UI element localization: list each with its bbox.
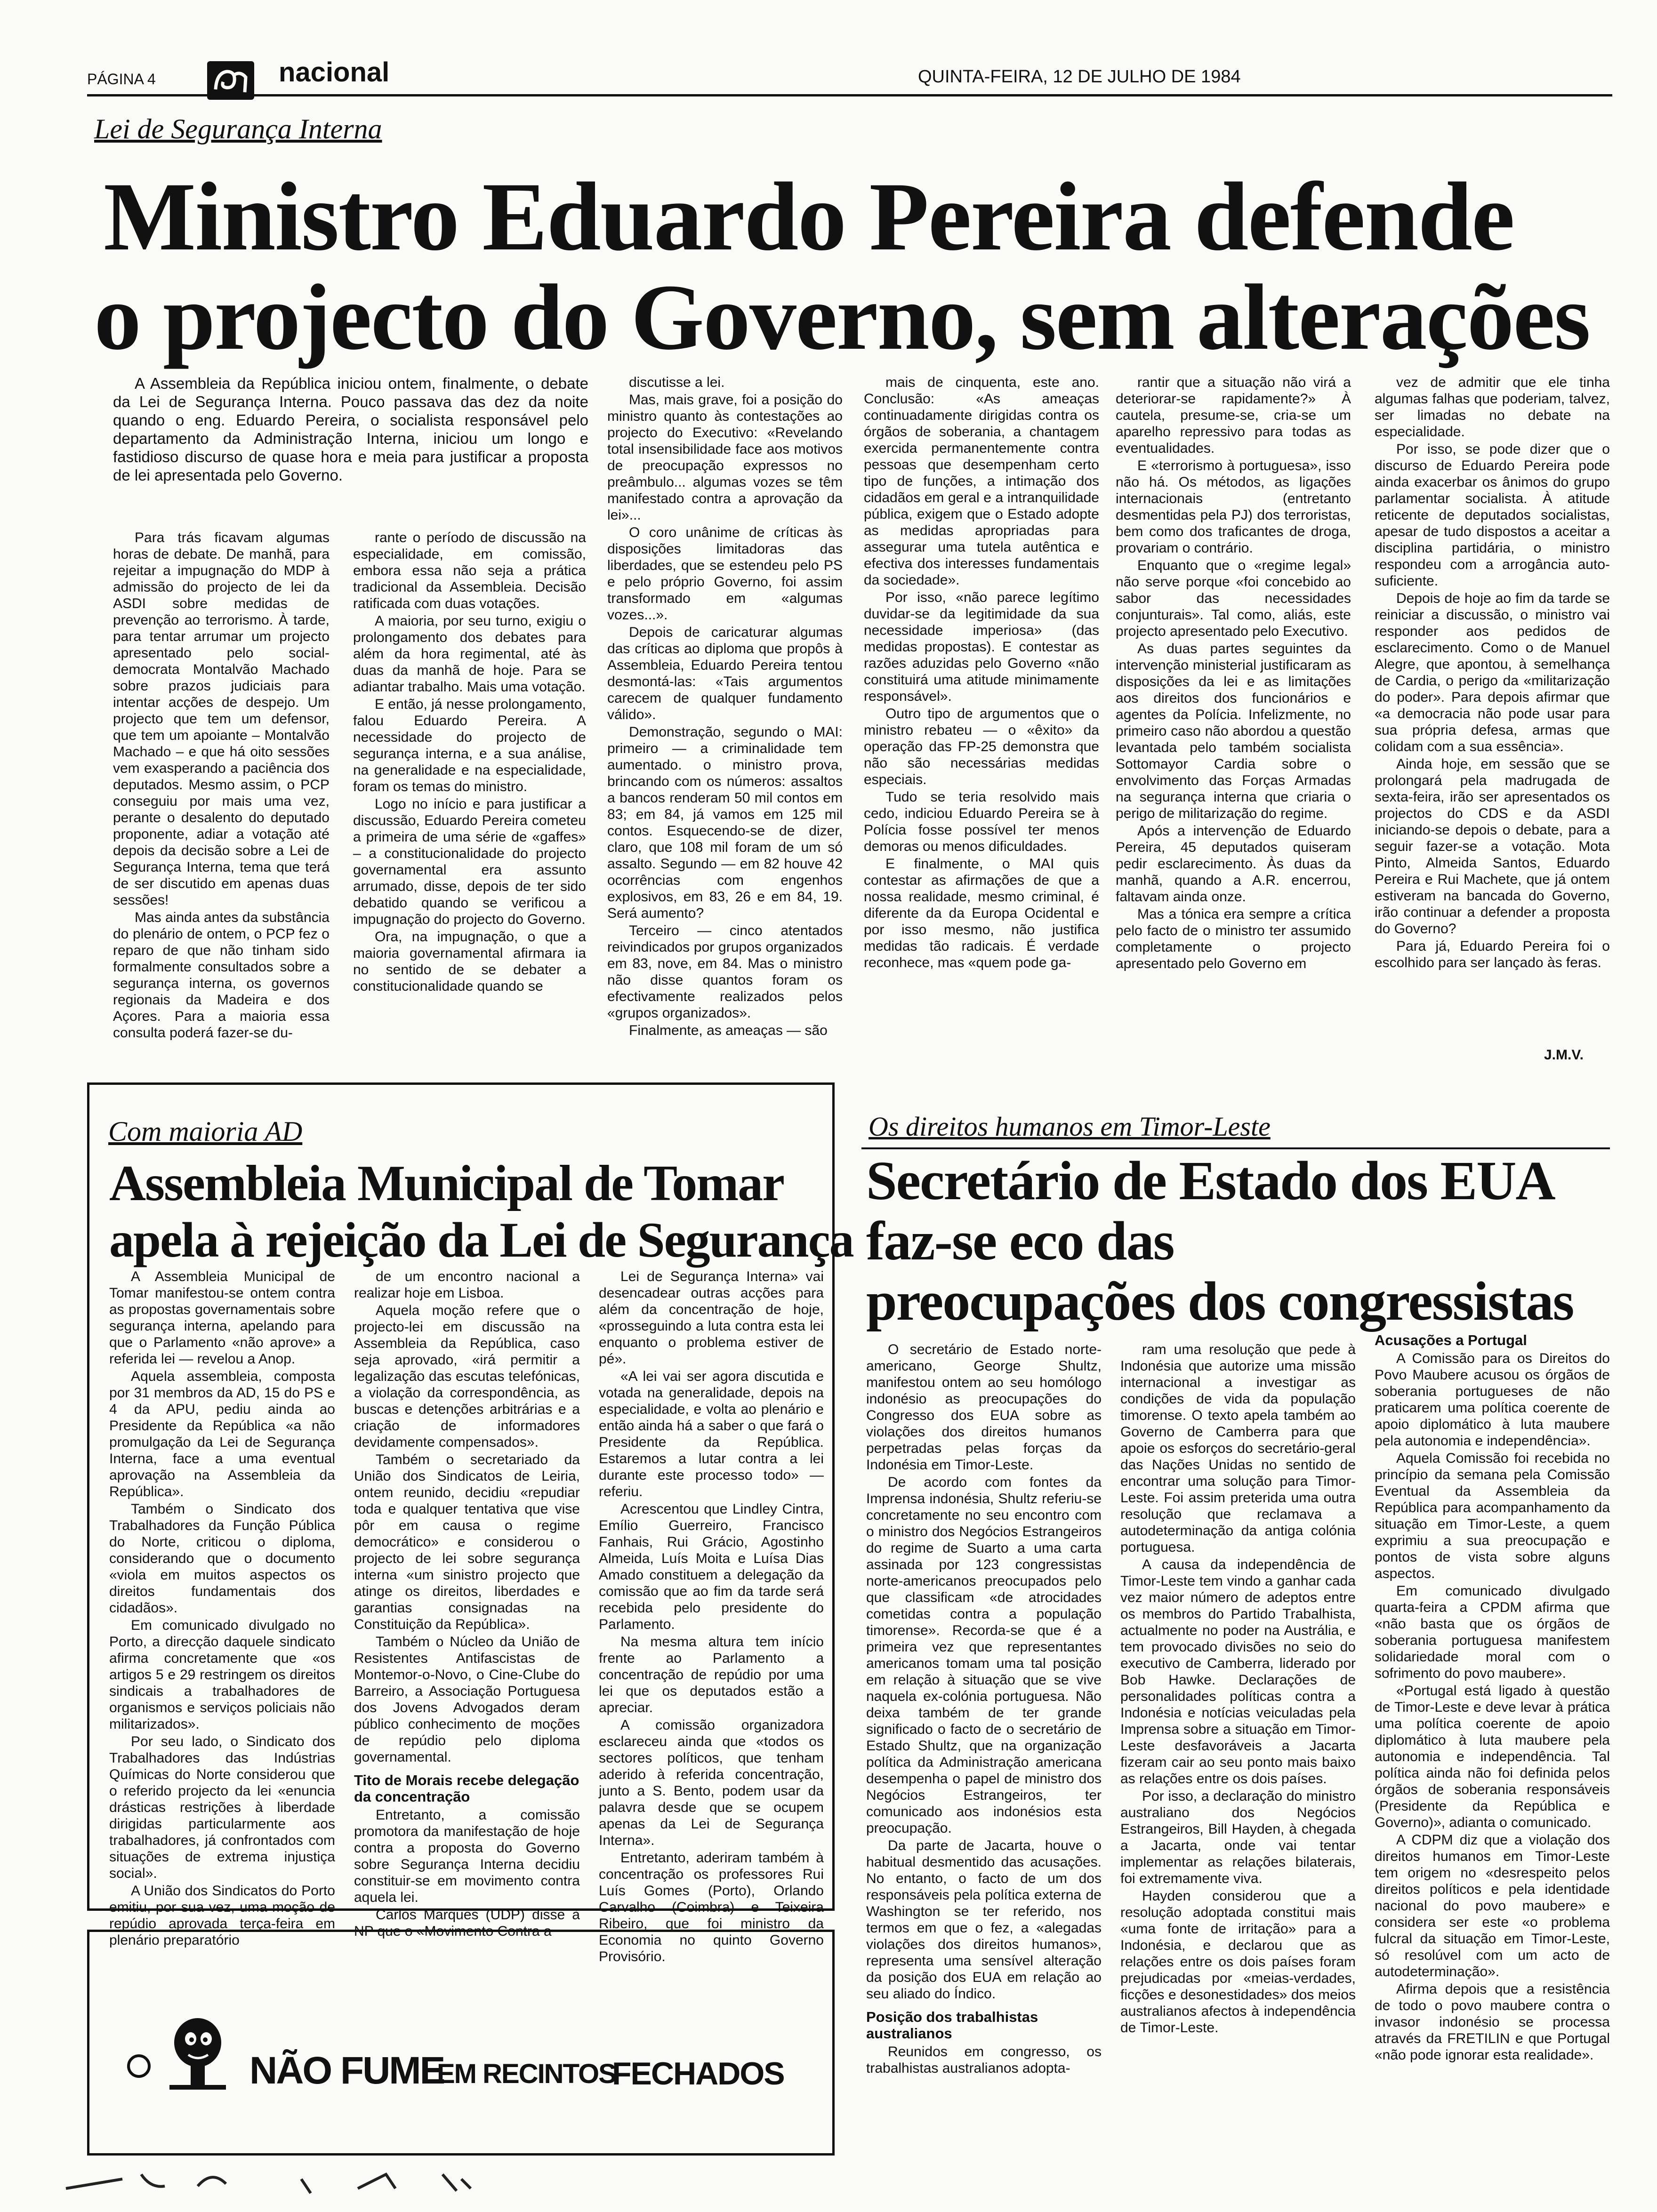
section-subhead: Posição dos trabalhistas australianos — [866, 2009, 1038, 2042]
paragraph: mais de cinquenta, este ano. Conclusão: «As ameaças continuadamente dirigidas contra os órgãos de soberania, a chantagem exercida permanentemente contra pessoas que desempenham certo tipo de funções, a intimação dos cidadãos em geral e a intranquilidade pública, exigem que o Estado adopte as medidas apropriadas para assegurar uma tutela autêntica e efectiva dos interesses fundamentais da sociedade». — [864, 375, 1099, 588]
main-kicker: Lei de Segurança Interna — [94, 113, 382, 144]
masthead-rule — [87, 94, 1612, 96]
paragraph: Aquela assembleia, composta por 31 membros da AD, 15 do PS e 4 da APU, pediu ainda ao Presidente da República «a não promulgação da Lei de Segurança Interna, face a uma eventual aprovação na Assembleia da República». — [109, 1369, 335, 1499]
paragraph: Depois de caricaturar algumas das críticas ao diploma que propôs à Assembleia, Eduardo Pereira tentou desmontá-las: «Tais argumentos carecem de qualquer fundamento válido». — [607, 625, 843, 722]
paragraph: O secretário de Estado norte-americano, George Shultz, manifestou ontem ao seu homólogo indonésio as preocupações do Congresso dos EUA sobre as violações dos direitos humanos perpetradas pelas forças da Indonésia em Timor-Leste. — [866, 1342, 1102, 1473]
paragraph: Lei de Segurança Interna» vai desencadear outras acções para além da concentração de hoje, «prosseguindo a luta contra esta lei enquanto o problema estiver de pé». — [599, 1269, 824, 1367]
timor-headline-line1: Secretário de Estado dos EUA — [866, 1150, 1555, 1211]
paragraph: Logo no início e para justificar a discussão, Eduardo Pereira cometeu a primeira de uma série de «gaffes» – a constitucionalidade do projecto governamental era assunto arrumado, disse, depois de ter sido debatido quando se verificou a impugnação do projecto do Governo. — [353, 796, 586, 927]
paragraph: Mas ainda antes da substância do plenário de ontem, o PCP fez o reparo de que não tinham sido formalmente consultados sobre a segurança interna, os governos regionais da Madeira e dos Açores. Para a maioria essa consulta poderá fazer-se du- — [113, 910, 330, 1041]
paragraph: Aquela moção refere que o projecto-lei em discussão na Assembleia da República, caso seja aprovado, «irá permitir a legalização das escutas telefónicas, a violação da correspondência, as buscas e detenções arbitrárias e a criação de informadores devidamente compensados». — [354, 1303, 580, 1450]
paragraph: E então, já nesse prolongamento, falou Eduardo Pereira. A necessidade do projecto de segurança interna, e a sua análise, na generalidade e na especialidade, foram os temas do ministro. — [353, 697, 586, 794]
no-smoking-mascot-icon — [165, 2014, 231, 2097]
timor-col3 — [1375, 1332, 1610, 2141]
tomar-col2 — [354, 1268, 580, 1939]
tomar-kicker: Com maioria AD — [108, 1116, 303, 1147]
timor-col1 — [866, 1341, 1102, 2141]
paragraph: Entretanto, a comissão promotora da manifestação de hoje contra a proposta do Governo sobre Segurança Interna decidiu constituir-se em movimento contra aquela lei. — [354, 1807, 580, 1905]
paragraph: Ora, na impugnação, o que a maioria governamental afirmara ia no sentido de se debater a constitucionalidade quando se — [353, 929, 586, 994]
ad-text-1: NÃO FUME — [249, 2049, 444, 2092]
paragraph: Finalmente, as ameaças — são — [629, 1023, 828, 1038]
tomar-col3 — [599, 1268, 824, 1964]
paragraph: Terceiro — cinco atentados reivindicados por grupos organizados em 83, nove, em 84. Mas o ministro não disse quantos foram os efectivamente realizados pelos «grupos organizados». — [607, 923, 843, 1021]
author-signature: J.M.V. — [1544, 1047, 1584, 1063]
main-lead: A Assembleia da República iniciou ontem, finalmente, o debate da Lei de Segurança Interna. Pouco passava das dez da noite quando o eng. Eduardo Pereira, o socialista responsável pelo departamento da Administração Interna, iniciou um longo e fastidioso discurso de quase hora e meia para justificar a proposta de lei apresentada pelo Governo. — [113, 375, 588, 484]
paragraph: Para trás ficavam algumas horas de debate. De manhã, para rejeitar a impugnação do MDP à admissão do projecto de lei da ASDI sobre medidas de prevenção ao terrorismo. À tarde, para tentar arrumar um projecto apresentado pelo social-democrata Montalvão Machado sobre prazos judiciais para intentar acções de despejo. Um projecto que tem um defensor, que tem um apoiante – Montalvão Machado – e que há oito sessões vem exasperando a paciência dos deputados. Mesmo assim, o PCP conseguiu por mais uma vez, perante o desalento do deputado proponente, adiar a votação até depois da decisão sobre a Lei de Segurança Interna, tema que terá de ser discutido em apenas duas sessões! — [113, 530, 330, 908]
paragraph: Por isso, se pode dizer que o discurso de Eduardo Pereira pode ainda exacerbar os ânimos do grupo parlamentar socialista. À atitude reticente de deputados socialistas, apesar de tudo dispostos a aceitar a disciplina partidária, o ministro respondeu com a arrogância auto-suficiente. — [1375, 441, 1610, 589]
paragraph: A causa da independência de Timor-Leste tem vindo a ganhar cada vez maior número de adeptos entre os membros do Partido Trabalhista, actualmente no poder na Austrália, e tem provocado divisões no seio do executivo de Camberra, liderado por Bob Hawke. Declarações de personalidades políticas contra a Indonésia e notícias veiculadas pela Imprensa sobre a situação em Timor-Leste desfavoráveis a Jacarta fizeram cair ao seu ponto mais baixo as relações entre os dois países. — [1120, 1557, 1356, 1787]
tomar-col1 — [109, 1268, 335, 1948]
paragraph: Demonstração, segundo o MAI: primeiro — a criminalidade tem aumentado. o ministro prova, brincando com os números: assaltos a bancos renderam 50 mil contos em 83; em 84, já vamos em 125 mil contos. Esquecendo-se de dizer, claro, que 108 mil foram de um só assalto. Segundo — em 82 houve 42 ocorrências com engenhos explosivos, em 83, 26 e em 84, 19. Será aumento? — [607, 724, 843, 921]
paragraph: Enquanto que o «regime legal» não serve porque «foi concebido ao sabor das necessidades conjunturais». Tal como, aliás, este projecto apresentado pelo Executivo. — [1116, 558, 1351, 639]
paragraph: A comissão organizadora esclareceu ainda que «todos os sectores políticos, que tenham aderido à referida concentração, junto a S. Bento, podem usar da palavra desde que se ocupem apenas da Lei de Segurança Interna». — [599, 1717, 824, 1848]
paragraph: E finalmente, o MAI quis contestar as afirmações de que a nossa realidade, mesmo criminal, é diferente da da Europa Ocidental e por isso mesmo, não justifica medidas tão radicais. É verdade reconhece, mas «quem pode ga- — [864, 856, 1099, 970]
paragraph: vez de admitir que ele tinha algumas falhas que poderiam, talvez, ser limadas no debate na especialidade. — [1375, 375, 1610, 440]
paragraph: Ainda hoje, em sessão que se prolongará pela madrugada de sexta-feira, irão ser apresentados os projectos do CDS e da ASDI iniciando-se depois o debate, para a seguir fazer-se a votação. Mota Pinto, Almeida Santos, Eduardo Pereira e Rui Machete, que já ontem estiveram na bancada do Governo, irão continuar a defender a proposta do Governo? — [1375, 756, 1610, 937]
main-col6 — [1375, 374, 1610, 1033]
paragraph: Na mesma altura tem início frente ao Parlamento a concentração de repúdio por uma lei que os deputados estão a apreciar. — [599, 1634, 824, 1715]
tomar-headline-line2: apela à rejeição da Lei de Segurança — [109, 1212, 853, 1267]
paragraph: ram uma resolução que pede à Indonésia que autorize uma missão internacional a investigar as condições de vida da população timorense. O texto apela também ao Governo de Camberra para que apoie os esforços do secretário-geral das Nações Unidas no sentido de encontrar uma solução para Timor-Leste. Foi assim preterida uma outra resolução que reclamava a autodeterminação da antiga colónia portuguesa. — [1120, 1342, 1356, 1555]
paragraph: Entretanto, aderiram também à concentração os professores Rui Luís Gomes (Porto), Orlando Carvalho (Coimbra) e Teixeira Ribeiro, que foi ministro da Economia no quinto Governo Provisório. — [599, 1850, 824, 1964]
paragraph: Outro tipo de argumentos que o ministro rebateu — o «êxito» da operação das FP-25 demonstra que não são necessárias medidas especiais. — [864, 706, 1099, 787]
paragraph: Em comunicado divulgado no Porto, a direcção daquele sindicato afirma concretamente que «os artigos 5 e 29 restringem os direitos sindicais a trabalhadores de organismos e serviços policiais não militarizados». — [109, 1618, 335, 1732]
tomar-headline-line1: Assembleia Municipal de Tomar — [109, 1155, 784, 1211]
page-label: PÁGINA 4 — [87, 71, 156, 88]
paragraph: Depois de hoje ao fim da tarde se reiniciar a discussão, o ministro vai responder aos pedidos de esclarecimento. Como o de Manuel Alegre, que apontou, à semelhança de Cardia, o perigo da «militarização do poder». Para depois afirmar que «a democracia não pode usar para sua própria defesa, armas que colidam com a sua essência». — [1375, 591, 1610, 754]
paragraph: Também o Sindicato dos Trabalhadores da Função Pública do Norte, criticou o diploma, considerando que o documento «viola em muitos aspectos os direitos fundamentais dos cidadãos». — [109, 1501, 335, 1616]
ad-no-smoking — [87, 1930, 835, 2156]
paragraph: Em comunicado divulgado quarta-feira a CPDM afirma que «não basta que os órgãos de soberania portuguesa manifestem solidariedade moral com o sofrimento do povo maubere». — [1375, 1583, 1610, 1681]
paragraph: Da parte de Jacarta, houve o habitual desmentido das acusações. No entanto, o facto de um dos responsáveis pela política externa de Washington se ter referido, nos termos em que o fez, a «alegadas violações dos direitos humanos», representa uma sensível alteração da posição dos EUA em relação ao seu aliado do Índico. — [866, 1838, 1102, 2002]
paragraph: Também o secretariado da União dos Sindicatos de Leiria, ontem reunido, decidiu «repudiar toda e qualquer tentativa que vise pôr em causa o regime democrático» e considerou o projecto de lei sobre segurança interna «um sinistro projecto que atinge os direitos, liberdades e garantias consignadas na Constituição da República». — [354, 1452, 580, 1632]
timor-col2 — [1120, 1341, 1356, 2141]
scan-marks — [56, 2160, 763, 2198]
paragraph: O coro unânime de críticas às disposições limitadoras das liberdades, que se estendeu pelo PS e pelo próprio Governo, foi assim transformado em «algumas vozes...». — [607, 525, 843, 623]
paragraph: Aquela Comissão foi recebida no princípio da semana pela Comissão Eventual da Assembleia da República para acompanhamento da situação em Timor-Leste, a quem exprimiu a sua preocupação e pontos de vista sobre alguns aspectos. — [1375, 1451, 1610, 1581]
ad-text-2: EM RECINTOS — [437, 2059, 616, 2089]
issue-date: QUINTA-FEIRA, 12 DE JULHO DE 1984 — [918, 67, 1241, 87]
paragraph: A CDPM diz que a violação dos direitos humanos em Timor-Leste tem origem no «desrespeito pelos direitos políticos e pela identidade nacional do povo maubere» e considera ser este «o problema fulcral da situação em Timor-Leste, só resolúvel com um acto de autodeterminação». — [1375, 1832, 1610, 1980]
paragraph: Por isso, a declaração do ministro australiano dos Negócios Estrangeiros, Bill Hayden, à chegada a Jacarta, onde vai tentar implementar as relações bilaterais, foi extremamente viva. — [1120, 1788, 1356, 1886]
paragraph: A Comissão para os Direitos do Povo Maubere acusou os órgãos de soberania portugueses de não praticarem uma política coerente de apoio diplomático à luta maubere pela autonomia e independência». — [1375, 1351, 1610, 1449]
paragraph: Mas, mais grave, foi a posição do ministro quanto às contestações ao projecto do Executivo: «Revelando total insensibilidade face aos motivos de preocupação expressos no preâmbulo... algumas vozes se têm manifestado contra a aprovação da lei»... — [607, 392, 843, 523]
section-subhead: Tito de Morais recebe delegação da concentração — [354, 1772, 579, 1805]
paragraph: «Portugal está ligado à questão de Timor-Leste e deve levar à prática uma política coerente de apoio diplomático à luta maubere pela autonomia e independência. Tal política ainda não foi definida pelos órgãos de soberania responsáveis (Presidente da República e Governo)», adianta o comunicado. — [1375, 1683, 1610, 1830]
paragraph: rantir que a situação não virá a deteriorar-se rapidamente?» À cautela, presume-se, cria-se um aparelho repressivo para todas as eventualidades. — [1116, 375, 1351, 456]
paragraph: «A lei vai ser agora discutida e votada na generalidade, depois na especialidade, e volta ao plenário e então ainda há a saber o que fará o Presidente da República. Estaremos a lutar contra a lei durante este processo todo» — referiu. — [599, 1369, 824, 1499]
paragraph: Afirma depois que a resistência de todo o povo maubere contra o invasor indonésio se processa através da FRETILIN e que Portugal «não pode ignorar esta realidade». — [1375, 1981, 1610, 2063]
main-col3 — [607, 374, 843, 1066]
section-subhead: Acusações a Portugal — [1375, 1332, 1527, 1348]
paragraph: Tudo se teria resolvido mais cedo, indiciou Eduardo Pereira se à Polícia fosse possível ter menos demoras ou menos dificuldades. — [864, 789, 1099, 854]
paragraph: Por isso, «não parece legítimo duvidar-se da legitimidade da sua necessidade imperiosa» (das medidas propostas). E contestar as razões aduzidas pelo Governo «não constituirá uma atitude minimamente responsável». — [864, 590, 1099, 704]
paragraph: Acrescentou que Lindley Cintra, Emílio Guerreiro, Francisco Fanhais, Rui Grácio, Agostinho Almeida, Luís Moita e Luísa Dias Amado constituem a delegação da comissão que ao fim da tarde será recebida pelo presidente do Parlamento. — [599, 1501, 824, 1632]
main-headline-line2: o projecto do Governo, sem alterações — [94, 265, 1590, 369]
main-col2 — [353, 529, 586, 1066]
paragraph: Reunidos em congresso, os trabalhistas australianos adopta- — [866, 2044, 1102, 2076]
masthead — [0, 0, 1657, 108]
paragraph: Para já, Eduardo Pereira foi o escolhido para ser lançado às feras. — [1375, 938, 1610, 970]
main-headline-line1: Ministro Eduardo Pereira defende — [104, 162, 1514, 271]
paragraph: As duas partes seguintes da intervenção ministerial justificaram as disposições da lei e as limitações aos direitos dos funcionários e agentes da Polícia. Infelizmente, no primeiro caso não abordou a questão levantada pelo também socialista Sottomayor Cardia sobre o envolvimento das Forças Armadas na segurança interna que criaria o perigo de militarização do regime. — [1116, 641, 1351, 821]
paragraph: de um encontro nacional a realizar hoje em Lisboa. — [354, 1269, 580, 1301]
paragraph: Por seu lado, o Sindicato dos Trabalhadores das Indústrias Químicas do Norte considerou que o referido projecto da lei «enuncia drásticas restrições à liberdade dirigidas particularmente aos trabalhadores, já confrontados com situações de extrema injustiça social». — [109, 1734, 335, 1881]
paragraph: Também o Núcleo da União de Resistentes Antifascistas de Montemor-o-Novo, o Cine-Clube do Barreiro, a Associação Portuguesa dos Jovens Advogados deram público conhecimento de moções de repúdio pelo diploma governamental. — [354, 1634, 580, 1765]
paragraph: A União dos Sindicatos do Porto emitiu, por sua vez, uma moção de repúdio aprovada terça-feira em plenário preparatório — [109, 1883, 335, 1948]
main-col1 — [113, 529, 330, 1066]
stamp-icon — [127, 2054, 151, 2078]
paragraph: Mas a tónica era sempre a crítica pelo facto de o ministro ter assumido completamente o projecto apresentado pelo Governo em — [1116, 906, 1351, 971]
paragraph: discutisse a lei. — [629, 375, 725, 390]
timor-headline-line2: faz-se eco das — [866, 1210, 1174, 1272]
main-col5 — [1116, 374, 1351, 1066]
paragraph: De acordo com fontes da Imprensa indonésia, Shultz referiu-se concretamente no seu encontro com o ministro dos Negócios Estrangeiros do regime de Suarto a uma carta assinada por 123 congressistas norte-americanos preocupados pelo que classificam «de atrocidades cometidas contra a população timorense». Recorda-se que é a primeira vez que representantes americanos tomam uma tal posição em relação à situação que se vive naquela ex-colónia portuguesa. Não deixa também de ter grande significado o facto de o secretário de Estado Shultz, que na organização política da Administração americana desempenha o papel de ministro dos Negócios Estrangeiros, ter comunicado aos indonésios esta preocupação. — [866, 1475, 1102, 1836]
paragraph: A Assembleia Municipal de Tomar manifestou-se ontem contra as propostas governamentais sobre segurança interna, apelando para que o Parlamento «não aprove» a referida lei — revelou a Anop. — [109, 1269, 335, 1367]
paragraph: Hayden considerou que a resolução adoptada constitui mais «uma fonte de irritação» para a Indonésia, e declarou que as relações entre os dois países foram prejudicadas por «meias-verdades, ficções e desonestidades» dos meios australianos afectos à independência de Timor-Leste. — [1120, 1888, 1356, 2036]
paragraph: rante o período de discussão na especialidade, em comissão, embora essa não seja a prática tradicional da Assembleia. Decisão ratificada com duas votações. — [353, 530, 586, 611]
timor-headline-line3: preocupações dos congressistas — [866, 1270, 1574, 1332]
section-title: nacional — [279, 57, 390, 88]
paragraph: Após a intervenção de Eduardo Pereira, 45 deputados quiseram pedir esclarecimento. Às duas da manhã, quando a A.R. encerrou, faltavam ainda onze. — [1116, 823, 1351, 905]
paragraph: A maioria, por seu turno, exigiu o prolongamento dos debates para além da hora regimental, até às duas da manhã de hoje. Para se adiantar trabalho. Mais uma votação. — [353, 613, 586, 695]
timor-top-rule — [861, 1147, 1610, 1149]
main-col4 — [864, 374, 1099, 1066]
timor-kicker: Os direitos humanos em Timor-Leste — [869, 1111, 1271, 1142]
ad-text-3: FECHADOS — [612, 2056, 784, 2092]
paragraph: Carlos Marques (UDP) disse à NP que o «Movimento Contra a — [354, 1907, 580, 1939]
paragraph: E «terrorismo à portuguesa», isso não há. Os métodos, as ligações internacionais (entretanto desmentidas pela PJ) dos terroristas, bem como dos traficantes de droga, provariam o contrário. — [1116, 458, 1351, 556]
